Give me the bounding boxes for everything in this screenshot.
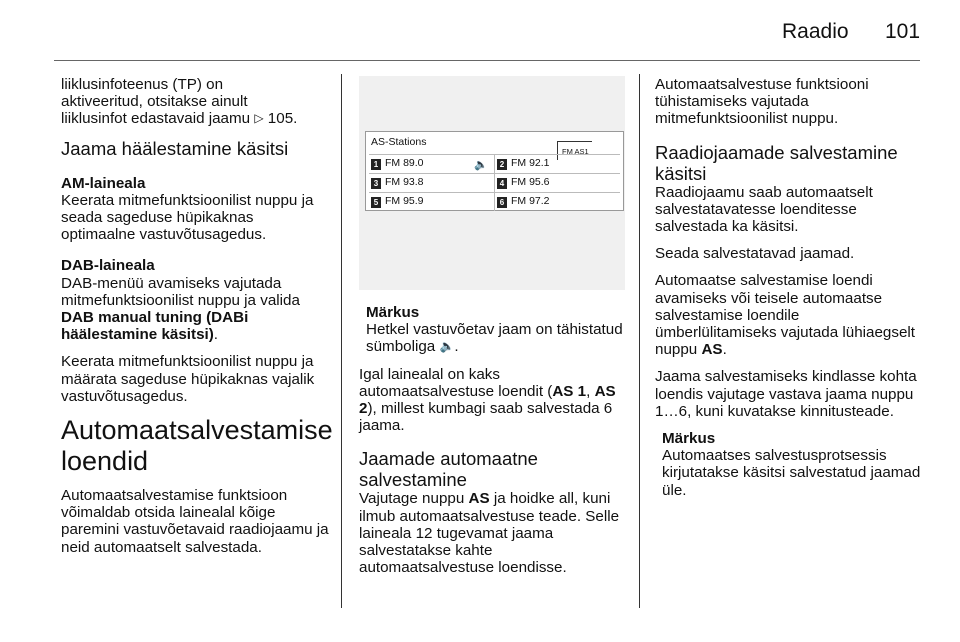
station-6: 6 FM 97.2	[494, 193, 620, 211]
note-title: Märkus	[366, 304, 420, 321]
page-number: 101	[885, 20, 921, 43]
dab-paragraph: DAB-laineala DAB-menüü avamiseks vajutada mitmefunktsioonilist nuppu ja valida DAB manual tuning (DABi häälestamine käsitsi).	[61, 257, 300, 344]
speaker-icon: 🔈	[474, 159, 488, 171]
open-list-paragraph: Automaatse salvestamise loendi avamiseks või teisele automaatse salvestamise loendile ümberlülitamiseks vajutada lühiaegselt nuppu AS.	[655, 272, 916, 359]
cancel-paragraph: Automaatsalvestuse funktsiooni tühistamiseks vajutada mitmefunktsioonilist nuppu.	[655, 76, 869, 128]
speaker-icon: 🔈	[439, 339, 455, 354]
section-heading-manual-tuning: Jaama häälestamine käsitsi	[61, 137, 289, 159]
station-4: 4 FM 95.6	[494, 174, 620, 192]
stations-row	[369, 192, 620, 211]
station-5: 5 FM 95.9	[369, 193, 494, 211]
auto-paragraph: Automaatsalvestamise funktsioon võimaldab otsida lainealal kõige paremini vastuvõetavaid raadiojaamu ja neid automaatselt salvestada.	[61, 487, 329, 556]
section-heading-auto-lists: Automaatsalvestamise loendid	[61, 415, 333, 477]
arrow-ref-icon: ▷	[254, 111, 264, 126]
chapter-title: Raadio	[782, 20, 849, 43]
section-heading-auto-store: Jaamade automaatne salvestamine	[359, 448, 538, 491]
column-1	[61, 76, 331, 566]
as-stations-screen	[359, 76, 625, 290]
page-header	[0, 0, 960, 60]
section-heading-manual-store: Raadiojaamade salvestamine käsitsi	[655, 141, 898, 184]
stations-row	[369, 154, 620, 173]
am-paragraph: AM-laineala Keerata mitmefunktsioonilist nuppu ja seada sageduse hüpikaknas optimaalne vastuvõtusagedus.	[61, 174, 314, 244]
stations-row	[369, 173, 620, 192]
column-3	[655, 76, 925, 509]
screen-tag: FM AS1	[557, 141, 592, 160]
intro-paragraph: liiklusinfoteenus (TP) on aktiveeritud, otsitakse ainult liiklusinfot edastavaid jaamu ▷ 105.	[61, 76, 298, 128]
as-lists-paragraph: Igal lainealal on kaks automaatsalvestuse loendit (AS 1, AS 2), millest kumbagi saab salvestada 6 jaama.	[359, 365, 616, 435]
set-stations-paragraph: Seada salvestatavad jaamad.	[655, 245, 855, 263]
note-paragraph: Märkus Hetkel vastuvõetav jaam on tähistatud sümboliga 🔈.	[366, 304, 623, 356]
stations-grid	[369, 154, 620, 211]
station-3: 3 FM 93.8	[369, 174, 494, 192]
auto-store-paragraph: Vajutage nuppu AS ja hoidke all, kuni ilmub automaatsalvestuse teade. Selle laineala 12 tugevamat jaama salvestatakse kahte automaatsalvestuse loendisse.	[359, 490, 620, 577]
column-divider-1	[341, 74, 342, 608]
dab-paragraph-2: Keerata mitmefunktsioonilist nuppu ja määrata sageduse hüpikaknas vajalik vastuvõtusagedus.	[61, 353, 315, 405]
column-2	[359, 76, 627, 586]
note-title-2: Märkus	[662, 430, 716, 448]
station-2: 2 FM 92.1	[494, 155, 620, 173]
screen-title: AS-Stations	[371, 136, 427, 148]
column-divider-2	[639, 74, 640, 608]
dab-title: DAB-laineala	[61, 257, 155, 275]
store-slot-paragraph: Jaama salvestamiseks kindlasse kohta loendis vajutage vastava jaama nuppu 1…6, kuni kuvatakse kinnitusteade.	[655, 368, 917, 420]
note-paragraph-2: Märkus Automaatses salvestusprotsessis kirjutatakse käsitsi salvestatud jaamad üle.	[662, 430, 921, 499]
station-1: 1 FM 89.0 🔈	[369, 155, 494, 173]
header-rule	[54, 60, 920, 61]
manual-store-paragraph: Raadiojaamu saab automaatselt salvestatavatesse loenditesse salvestada ka käsitsi.	[655, 183, 873, 236]
am-title: AM-laineala	[61, 174, 146, 192]
